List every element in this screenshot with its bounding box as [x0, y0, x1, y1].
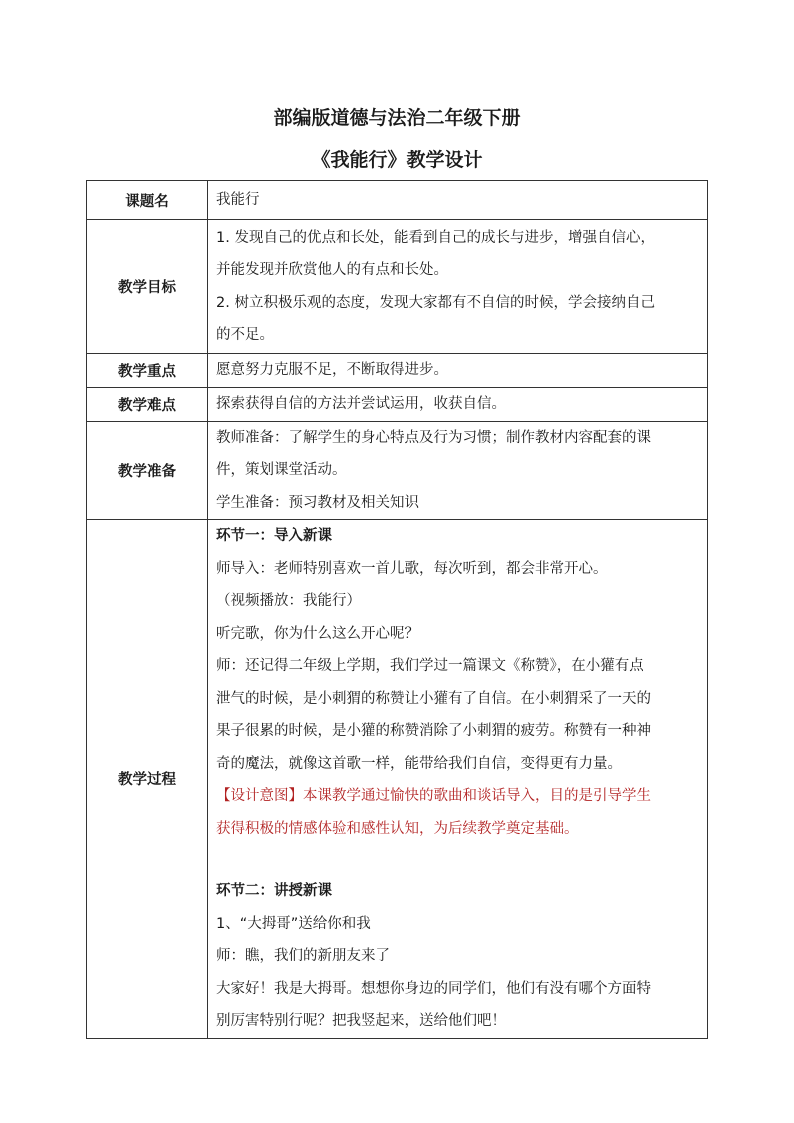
- key-point-value: 愿意努力克服不足，不断取得进步。: [216, 362, 448, 378]
- difficulty-label: 教学难点: [87, 387, 208, 421]
- table-row-topic: [87, 181, 708, 220]
- key-point-cell: [208, 354, 708, 388]
- table-row-goals: [87, 220, 708, 354]
- document-title: 部编版道德与法治二年级下册: [273, 107, 521, 129]
- process-line: 听完歌，你为什么这么开心呢？: [216, 625, 419, 642]
- section1-heading: 环节一：导入新课: [216, 528, 332, 544]
- blank-spacer: [216, 845, 701, 875]
- process-line: 泄气的时候，是小刺猬的称赞让小獾有了自信。在小刺猬采了一天的: [216, 690, 651, 707]
- process-line: 别厉害特别行呢？把我竖起来，送给他们吧！: [216, 1013, 506, 1029]
- preparation-line: 件，策划课堂活动。: [216, 462, 347, 478]
- process-line: 师导入：老师特别喜欢一首儿歌，每次听到，都会非常开心。: [216, 560, 608, 577]
- lesson-plan-table: [86, 180, 708, 1039]
- goals-label: 教学目标: [87, 220, 208, 354]
- goal-line: 2. 树立积极乐观的态度，发现大家都有不自信的时候，学会接纳自己: [216, 294, 655, 311]
- table-row-process: [87, 520, 708, 1039]
- process-cell: [208, 520, 708, 1039]
- table-row-preparation: [87, 421, 708, 520]
- design-intent-line: 【设计意图】本课教学通过愉快的歌曲和谈话导入，目的是引导学生: [216, 788, 651, 804]
- table-row-difficulty: [87, 387, 708, 421]
- process-line: 师：瞧，我们的新朋友来了: [216, 948, 390, 964]
- process-label: 教学过程: [87, 520, 208, 1039]
- goals-cell: [208, 220, 708, 354]
- preparation-line: 教师准备：了解学生的身心特点及行为习惯；制作教材内容配套的课: [216, 429, 651, 446]
- goal-line: 1. 发现自己的优点和长处，能看到自己的成长与进步，增强自信心，: [216, 229, 655, 246]
- topic-value-cell: [208, 181, 708, 220]
- key-point-label: 教学重点: [87, 354, 208, 388]
- document-subtitle: 《我能行》教学设计: [311, 149, 483, 171]
- difficulty-value: 探索获得自信的方法并尝试运用，收获自信。: [216, 395, 506, 412]
- process-line: 大家好！我是大拇哥。想想你身边的同学们，他们有没有哪个方面特: [216, 980, 651, 997]
- design-intent-line: 获得积极的情感体验和感性认知，为后续教学奠定基础。: [216, 820, 579, 837]
- topic-label: 课题名: [87, 181, 208, 220]
- process-line: 果子很累的时候，是小獾的称赞消除了小刺猬的疲劳。称赞有一种神: [216, 723, 651, 739]
- process-line: （视频播放：我能行）: [216, 593, 361, 609]
- topic-value: 我能行: [216, 191, 260, 208]
- process-line: 1、“大拇哥”送给你和我: [216, 915, 371, 932]
- process-line: 奇的魔法，就像这首歌一样，能带给我们自信，变得更有力量。: [216, 755, 622, 772]
- section2-heading: 环节二：讲授新课: [216, 883, 332, 899]
- preparation-cell: [208, 421, 708, 520]
- goal-line: 并能发现并欣赏他人的有点和长处。: [216, 262, 448, 278]
- preparation-label: 教学准备: [87, 421, 208, 520]
- process-line: 师：还记得二年级上学期，我们学过一篇课文《称赞》，在小獾有点: [216, 658, 644, 674]
- preparation-line: 学生准备：预习教材及相关知识: [216, 494, 419, 511]
- table-row-key-point: [87, 354, 708, 388]
- goal-line: 的不足。: [216, 327, 274, 343]
- difficulty-cell: [208, 387, 708, 421]
